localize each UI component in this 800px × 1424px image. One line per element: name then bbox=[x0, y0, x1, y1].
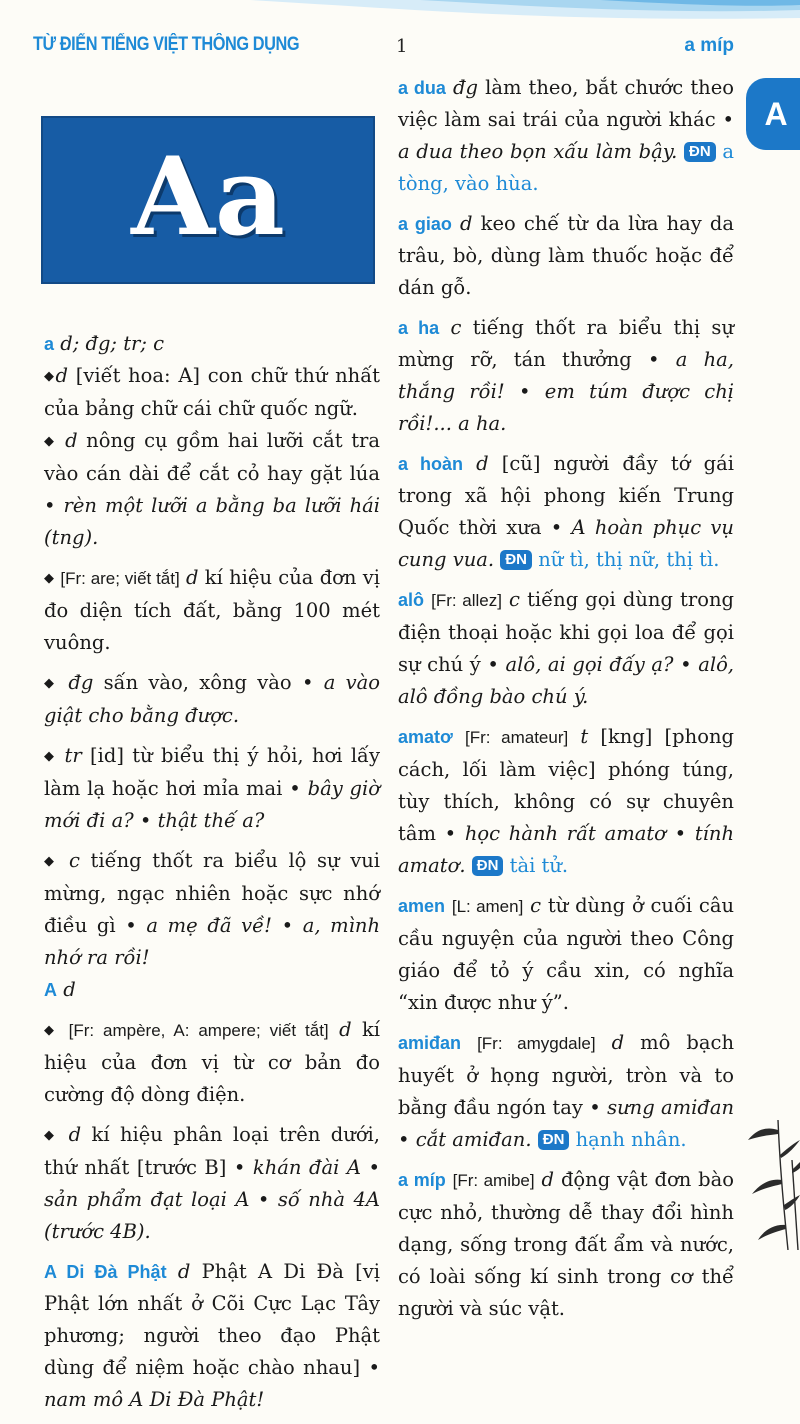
example: cắt amiđan. bbox=[415, 1128, 532, 1151]
headword: a hoàn bbox=[398, 454, 463, 474]
definition: làm theo, bắt chước theo việc làm sai trái của người khác bbox=[398, 76, 734, 131]
etymology: [Fr: amibe] bbox=[452, 1171, 535, 1190]
bullet-icon: ◆ bbox=[44, 854, 59, 869]
etymology: [Fr: amateur] bbox=[464, 728, 569, 747]
headword: alô bbox=[398, 590, 425, 610]
word-class: d bbox=[611, 1031, 625, 1054]
separator: • bbox=[550, 516, 563, 539]
etymology: [Fr: amygdale] bbox=[477, 1034, 596, 1053]
sense bbox=[44, 740, 380, 837]
example: alô, alô đồng bào chú ý. bbox=[398, 653, 735, 708]
word-class: c bbox=[509, 588, 520, 611]
definition: mô bạch huyết ở họng người, tròn và to bằng đầu ngón tay bbox=[398, 1031, 735, 1119]
sense bbox=[44, 360, 380, 425]
word-class: c bbox=[450, 316, 462, 339]
etymology: [Fr: are; viết tắt] bbox=[60, 569, 180, 588]
sense bbox=[44, 1119, 380, 1248]
example: rèn một lưỡi a bằng ba lưỡi hái (tng). bbox=[44, 494, 381, 549]
sense bbox=[44, 562, 380, 659]
entry-a-giao bbox=[398, 208, 734, 304]
separator: • bbox=[281, 914, 294, 937]
word-class: d bbox=[68, 1123, 82, 1146]
separator: • bbox=[301, 671, 314, 694]
right-column bbox=[398, 72, 734, 1333]
headword: A bbox=[44, 980, 57, 1000]
word-class: d bbox=[65, 429, 78, 452]
headword: a giao bbox=[398, 214, 452, 234]
book-title: TỪ ĐIỂN TIẾNG VIỆT THÔNG DỤNG bbox=[33, 34, 300, 55]
definition: nông cụ gồm hai lưỡi cắt tra vào cán dài để cắt cỏ hay gặt lúa bbox=[44, 429, 380, 485]
definition: kí hiệu của đơn vị đo diện tích đất, bằng 100 mét vuông. bbox=[44, 566, 381, 654]
etymology: [Fr: allez] bbox=[431, 591, 502, 610]
headword: amatơ bbox=[398, 727, 453, 747]
word-class: đg bbox=[453, 76, 478, 99]
entry-A bbox=[44, 974, 380, 1006]
entry-amen bbox=[398, 890, 734, 1019]
definition: tiếng thốt ra biểu thị sự mừng rỡ, tán thưởng bbox=[398, 316, 734, 371]
definition: từ dùng ở cuối câu cầu nguyện của người theo Công giáo để tỏ ý cầu xin, có nghĩa “xin được như ý”. bbox=[398, 894, 735, 1014]
example: a vào giật cho bằng được. bbox=[44, 671, 381, 727]
sense bbox=[44, 425, 380, 554]
separator: • bbox=[398, 1128, 410, 1151]
synonyms: tài tử. bbox=[509, 854, 569, 877]
entry-a-hoan bbox=[398, 448, 734, 576]
entry-a bbox=[44, 328, 380, 360]
bullet-icon: ◆ bbox=[44, 434, 57, 449]
separator: • bbox=[44, 494, 56, 517]
definition: kí hiệu phân loại trên dưới, thứ nhất [trước B] bbox=[44, 1123, 380, 1179]
entry-alo bbox=[398, 584, 734, 713]
example: số nhà 4A (trước 4B). bbox=[44, 1188, 380, 1243]
separator: • bbox=[722, 108, 734, 131]
entry-amidan bbox=[398, 1027, 734, 1156]
entry-a-mip bbox=[398, 1164, 734, 1325]
separator: • bbox=[257, 1188, 270, 1211]
separator: • bbox=[125, 914, 137, 937]
headword: A Di Đà Phật bbox=[44, 1262, 167, 1282]
word-class: d bbox=[541, 1168, 555, 1191]
example: bây giờ mới đi a? bbox=[44, 777, 380, 832]
definition: sấn vào, xông vào bbox=[103, 671, 292, 694]
synonym-badge: ĐN bbox=[472, 856, 504, 876]
separator: • bbox=[233, 1156, 246, 1179]
example: sản phẩm đạt loại A bbox=[44, 1188, 250, 1211]
synonyms: hạnh nhân. bbox=[575, 1128, 687, 1151]
separator: • bbox=[589, 1096, 601, 1119]
separator: • bbox=[289, 777, 301, 800]
headword: a míp bbox=[398, 1170, 446, 1190]
synonym-badge: ĐN bbox=[500, 550, 532, 570]
entry-a-ha bbox=[398, 312, 734, 440]
headword: amiđan bbox=[398, 1033, 462, 1053]
separator: • bbox=[444, 822, 457, 845]
definition: [cũ] người đầy tớ gái trong xã hội phong kiến Trung Quốc thời xưa bbox=[398, 452, 735, 539]
separator: • bbox=[487, 653, 499, 676]
word-class: t bbox=[580, 725, 589, 748]
left-column bbox=[44, 328, 380, 1424]
headword: amen bbox=[398, 896, 446, 916]
definition: tiếng gọi dùng trong điện thoại hoặc khi gọi loa để gọi sự chú ý bbox=[398, 588, 734, 676]
word-class: d bbox=[55, 364, 68, 387]
word-class: d bbox=[63, 978, 76, 1001]
separator: • bbox=[139, 809, 152, 832]
etymology: [Fr: ampère, A: ampere; viết tắt] bbox=[68, 1021, 329, 1040]
example: sưng amiđan bbox=[607, 1096, 735, 1119]
example: khán đài A bbox=[252, 1156, 361, 1179]
word-class: c bbox=[530, 894, 542, 917]
bullet-icon: ◆ bbox=[44, 571, 55, 586]
bullet-icon: ◆ bbox=[44, 1128, 59, 1143]
word-class: d bbox=[339, 1018, 352, 1041]
guide-word: a míp bbox=[684, 35, 734, 56]
separator: • bbox=[674, 822, 687, 845]
example: em túm được chị rồi!... a ha. bbox=[398, 380, 735, 435]
bullet-icon: ◆ bbox=[44, 1023, 59, 1038]
headword: a bbox=[44, 334, 55, 354]
definition: keo chế từ da lừa hay da trâu, bò, dùng làm thuốc hoặc để dán gỗ. bbox=[398, 212, 735, 299]
definition: [viết hoa: A] con chữ thứ nhất của bảng chữ cái chữ quốc ngữ. bbox=[44, 364, 380, 420]
page-number: 1 bbox=[396, 36, 408, 57]
example: a, mình nhớ ra rồi! bbox=[44, 914, 381, 969]
definition: Phật A Di Đà [vị Phật lớn nhất ở Cõi Cực Lạc Tây phương; người theo đạo Phật dùng để niệm hoặc chào nhau] bbox=[44, 1260, 381, 1379]
example: tính amatơ. bbox=[398, 822, 735, 877]
word-class: d; đg; tr; c bbox=[60, 332, 165, 355]
example: A hoàn phục vụ cung vua. bbox=[398, 516, 734, 571]
bullet-icon: ◆ bbox=[44, 676, 59, 691]
sense bbox=[44, 667, 380, 732]
headword: a dua bbox=[398, 78, 446, 98]
example: thật thế a? bbox=[157, 809, 265, 832]
synonym-badge: ĐN bbox=[684, 142, 716, 162]
sense bbox=[44, 1014, 380, 1111]
bullet-icon: ◆ bbox=[44, 369, 56, 384]
word-class: d bbox=[186, 566, 199, 589]
section-letter-tab[interactable]: A bbox=[746, 78, 800, 150]
example: nam mô A Di Đà Phật! bbox=[44, 1388, 265, 1411]
sense bbox=[44, 845, 380, 974]
separator: • bbox=[680, 653, 692, 676]
synonym-badge: ĐN bbox=[538, 1130, 570, 1150]
etymology: [L: amen] bbox=[451, 897, 524, 916]
word-class: d bbox=[460, 212, 473, 235]
example: a ha, thắng rồi! bbox=[398, 348, 734, 403]
word-class: tr bbox=[64, 744, 82, 767]
entry-amato bbox=[398, 721, 734, 882]
word-class: d bbox=[177, 1260, 191, 1283]
separator: • bbox=[368, 1156, 380, 1179]
bullet-icon: ◆ bbox=[44, 749, 57, 764]
word-class: c bbox=[69, 849, 80, 872]
synonyms: a tòng, vào hùa. bbox=[398, 140, 734, 195]
definition: tiếng thốt ra biểu lộ sự vui mừng, ngạc nhiên hoặc sực nhớ điều gì bbox=[44, 849, 381, 937]
definition: động vật đơn bào cực nhỏ, thường dễ thay đổi hình dạng, sống trong đất ẩm và nước, có loài sống kí sinh trong cơ thể người và súc vật. bbox=[398, 1168, 735, 1320]
synonyms: nữ tì, thị nữ, thị tì. bbox=[538, 548, 720, 571]
letter-banner bbox=[41, 116, 375, 284]
separator: • bbox=[648, 348, 660, 371]
headword: a ha bbox=[398, 318, 440, 338]
word-class: đg bbox=[68, 671, 94, 694]
example: a mẹ đã về! bbox=[146, 914, 272, 937]
definition: kí hiệu của đơn vị từ cơ bản đo cường độ dòng điện. bbox=[44, 1018, 381, 1106]
entry-a-dua bbox=[398, 72, 734, 200]
word-class: d bbox=[476, 452, 489, 475]
example: học hành rất amatơ bbox=[464, 822, 666, 845]
bamboo-decoration bbox=[728, 1100, 800, 1250]
banner-letters: Aa bbox=[131, 134, 285, 260]
example: alô, ai gọi đấy ạ? bbox=[505, 653, 674, 676]
entry-a-di-da-phat bbox=[44, 1256, 380, 1416]
separator: • bbox=[368, 1356, 381, 1379]
example: a dua theo bọn xấu làm bậy. bbox=[398, 140, 678, 163]
definition: [id] từ biểu thị ý hỏi, hơi lấy làm lạ hoặc hơi mỉa mai bbox=[44, 744, 381, 800]
definition: [kng] [phong cách, lối làm việc] phóng túng, tùy thích, không có sự chuyên tâm bbox=[398, 725, 734, 845]
separator: • bbox=[518, 380, 531, 403]
